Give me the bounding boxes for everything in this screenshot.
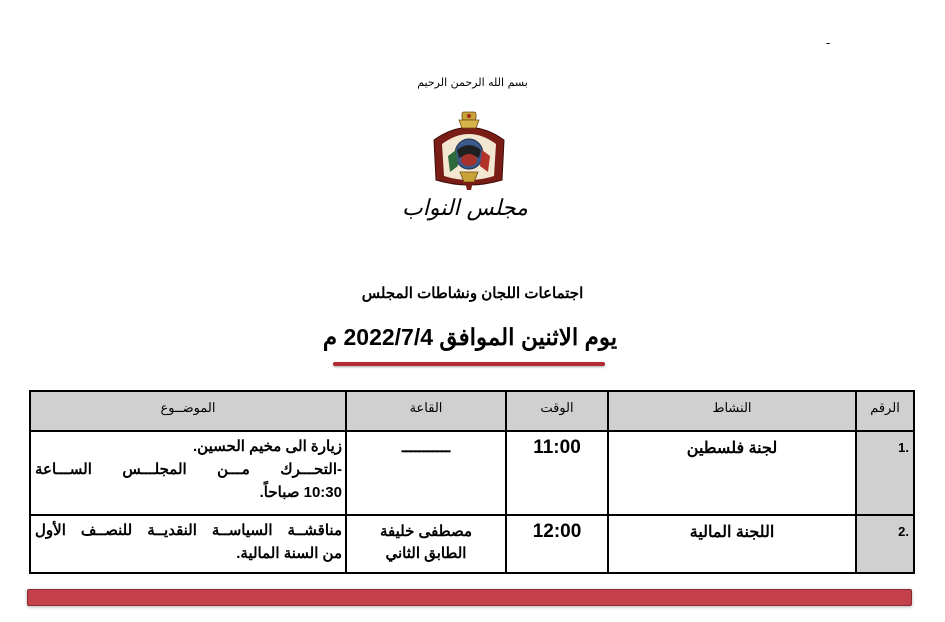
- header-number: الرقم: [856, 391, 914, 431]
- header-activity: النشاط: [608, 391, 856, 431]
- row-time: 11:00: [506, 431, 608, 515]
- row-time: 12:00: [506, 515, 608, 573]
- row-subject: [30, 431, 346, 515]
- header-subject: الموضــوع: [30, 391, 346, 431]
- corner-mark: -: [826, 36, 831, 50]
- subject-line: -التحـــرك مـــن المجلـــس الســـاعة: [35, 461, 342, 478]
- coat-of-arms-icon: [426, 110, 512, 192]
- subject-line: مناقشــة السياســة النقديــة للنصــف الأول: [35, 522, 342, 539]
- table-header-row: [30, 391, 914, 431]
- header-time: الوقت: [506, 391, 608, 431]
- table-row: [30, 431, 914, 515]
- schedule-table: [29, 390, 915, 574]
- header-hall: القاعة: [346, 391, 506, 431]
- basmala: بسم الله الرحمن الرحيم: [417, 76, 528, 89]
- subject-line: زيارة الى مخيم الحسين.: [193, 438, 342, 455]
- council-logo-text: مجلس النواب: [402, 196, 528, 221]
- row-number: .1: [856, 431, 914, 515]
- footer-bar: [27, 589, 912, 606]
- subject-line: من السنة المالية.: [236, 545, 342, 562]
- date-heading: يوم الاثنين الموافق 2022/7/4 م: [322, 324, 618, 350]
- row-hall: [346, 515, 506, 573]
- date-underline: [333, 362, 605, 366]
- subject-line: 10:30 صباحاً.: [259, 484, 342, 501]
- row-number: .2: [856, 515, 914, 573]
- hall-line: مصطفى خليفة: [380, 523, 472, 540]
- hall-line: الطابق الثاني: [385, 545, 467, 562]
- table-row: [30, 515, 914, 573]
- row-subject: [30, 515, 346, 573]
- row-activity: لجنة فلسطين: [608, 431, 856, 515]
- document-subtitle: اجتماعات اللجان ونشاطات المجلس: [361, 285, 584, 302]
- row-activity: اللجنة المالية: [608, 515, 856, 573]
- row-hall: ـــــــــــ: [346, 431, 506, 515]
